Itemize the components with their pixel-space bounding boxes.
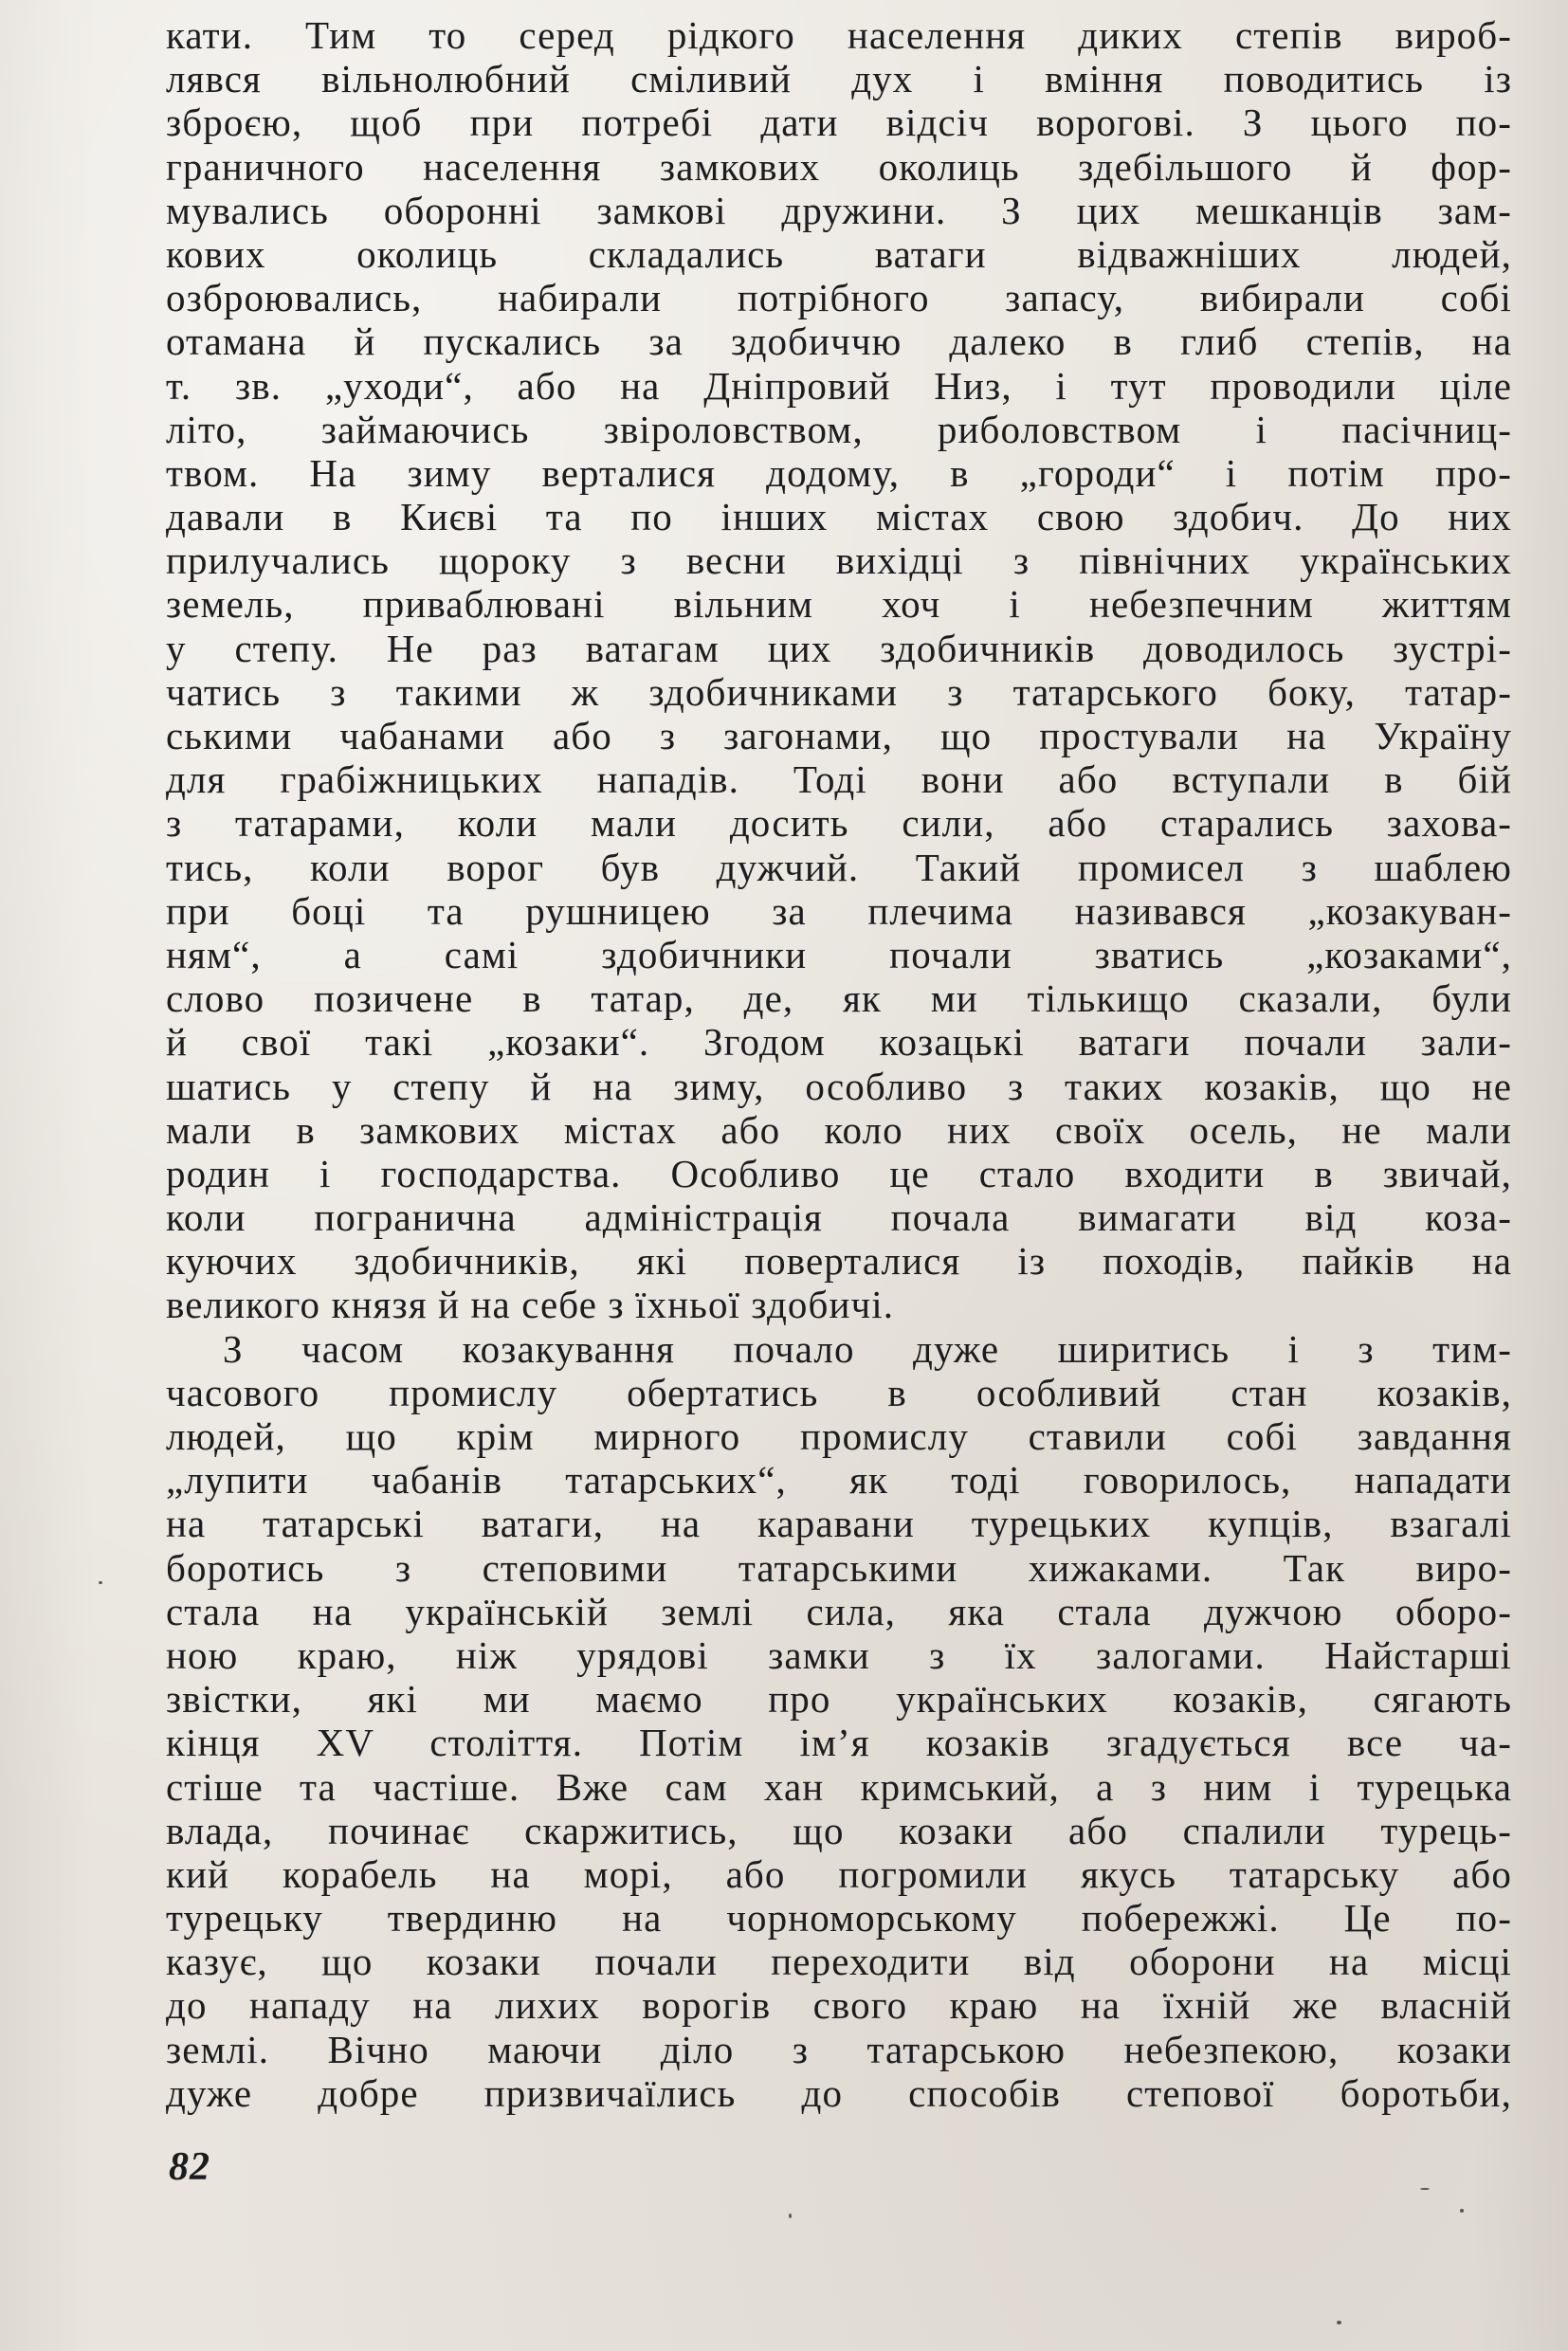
text-line: землі. Вічно маючи діло з татарською небезпекою, козаки — [166, 2027, 1512, 2071]
text-line: у степу. Не раз ватагам цих здобичників доводилось зустрі- — [166, 626, 1512, 670]
text-line: на татарські ватаги, на каравани турецьких купців, взагалі — [166, 1502, 1512, 1546]
text-line: отамана й пускались за здобиччю далеко в глиб степів, на — [166, 319, 1512, 364]
text-line: родин і господарства. Особливо це стало входити в звичай, — [166, 1151, 1512, 1195]
text-line: граничного населення замкових околиць здебільшого й фор- — [166, 144, 1512, 189]
text-line: коли погранична адміністрація почала вимагати від коза- — [166, 1195, 1512, 1240]
text-line: прилучались щороку з весни вихідці з північних українських — [166, 538, 1512, 583]
text-line: казує, що козаки почали переходити від оборони на місці — [166, 1940, 1512, 1984]
text-line: озброювались, набирали потрібного запасу, вибирали собі — [166, 276, 1512, 320]
text-line: для грабіжницьких нападів. Тоді вони або вступали в бій — [166, 757, 1512, 802]
text-line: земель, приваблювані вільним хоч і небезпечним життям — [166, 582, 1512, 627]
text-line: стала на українській землі сила, яка стала дужчою оборо- — [166, 1589, 1512, 1633]
print-speck — [1460, 2209, 1464, 2213]
text-line: шатись у степу й на зиму, особливо з таких козаків, що не — [166, 1064, 1512, 1108]
text-line: літо, займаючись звіроловством, риболовством і пасічниц- — [166, 407, 1512, 451]
body-text — [166, 13, 1512, 2115]
text-line: мувались оборонні замкові дружини. З цих мешканців зам- — [166, 188, 1512, 232]
text-line: давали в Києві та по інших містах свою здобич. До них — [166, 495, 1512, 539]
text-line: ськими чабанами або з загонами, що простували на Україну — [166, 714, 1512, 757]
print-speck — [99, 1581, 102, 1584]
text-line: боротись з степовими татарськими хижаками. Так виро- — [166, 1545, 1512, 1590]
text-line: зброєю, щоб при потребі дати відсіч ворогові. З цього по- — [166, 100, 1512, 145]
text-line: при боці та рушницею за плечима називався „козакуван- — [166, 888, 1512, 933]
text-line: З часом козакування почало дуже ширитись і з тим- — [223, 1326, 1512, 1371]
paragraph — [166, 13, 1512, 1327]
text-line: до нападу на лихих ворогів свого краю на їхній же власній — [166, 1983, 1512, 2028]
text-line: твом. На зиму верталися додому, в „городи“ і потім про- — [166, 450, 1512, 495]
text-line: турецьку твердиню на чорноморському побережжі. Це по- — [166, 1896, 1512, 1941]
text-line: кати. Тим то серед рідкого населення диких степів вироб- — [166, 13, 1512, 57]
text-line: стіше та частіше. Вже сам хан кримський, а з ним і турецька — [166, 1764, 1512, 1809]
text-line: т. зв. „уходи“, або на Дніпровий Низ, і тут проводили ціле — [166, 363, 1512, 408]
text-line: дуже добре призвичаїлись до способів степової боротьби, — [166, 2070, 1512, 2115]
text-line: влада, починає скаржитись, що козаки або спалили турець- — [166, 1808, 1512, 1852]
text-line: людей, що крім мирного промислу ставили собі завдання — [166, 1414, 1512, 1458]
text-line: ням“, а самі здобичники почали зватись „козаками“, — [166, 932, 1512, 976]
print-speck — [1420, 2188, 1430, 2190]
text-line: „лупити чабанів татарських“, як тоді говорилось, нападати — [166, 1458, 1512, 1503]
text-line: звістки, які ми маємо про українських козаків, сягають — [166, 1677, 1512, 1722]
text-line: й свої такі „козаки“. Згодом козацькі ватаги почали зали- — [166, 1020, 1512, 1065]
text-line: чатись з такими ж здобичниками з татарського боку, татар- — [166, 669, 1512, 714]
text-line: ною краю, ніж урядові замки з їх залогами. Найстарші — [166, 1632, 1512, 1677]
print-speck — [1337, 2321, 1341, 2324]
paragraph — [166, 1327, 1512, 2115]
text-line: тись, коли ворог був дужчий. Такий промисел з шаблею — [166, 845, 1512, 889]
text-line: кових околиць складались ватаги відважніших людей, — [166, 231, 1512, 276]
text-line: мали в замкових містах або коло них своїх осель, не мали — [166, 1107, 1512, 1152]
text-line: кінця XV століття. Потім ім’я козаків згадується все ча- — [166, 1721, 1512, 1765]
text-line: з татарами, коли мали досить сили, або старались захова- — [166, 801, 1512, 846]
text-line: лявся вільнолюбний сміливий дух і вміння поводитись із — [166, 57, 1512, 101]
text-line: часового промислу обертатись в особливий стан козаків, — [166, 1370, 1512, 1414]
text-line: слово позичене в татар, де, як ми тількищо сказали, були — [166, 976, 1512, 1021]
text-line: кий корабель на морі, або погромили якусь татарську або — [166, 1851, 1512, 1896]
page-number: 82 — [169, 2145, 210, 2189]
print-speck — [789, 2214, 792, 2218]
text-line: великого князя й на себе з їхньої здобичі. — [166, 1283, 895, 1327]
text-line: куючих здобичників, які поверталися із походів, пайків на — [166, 1239, 1512, 1284]
